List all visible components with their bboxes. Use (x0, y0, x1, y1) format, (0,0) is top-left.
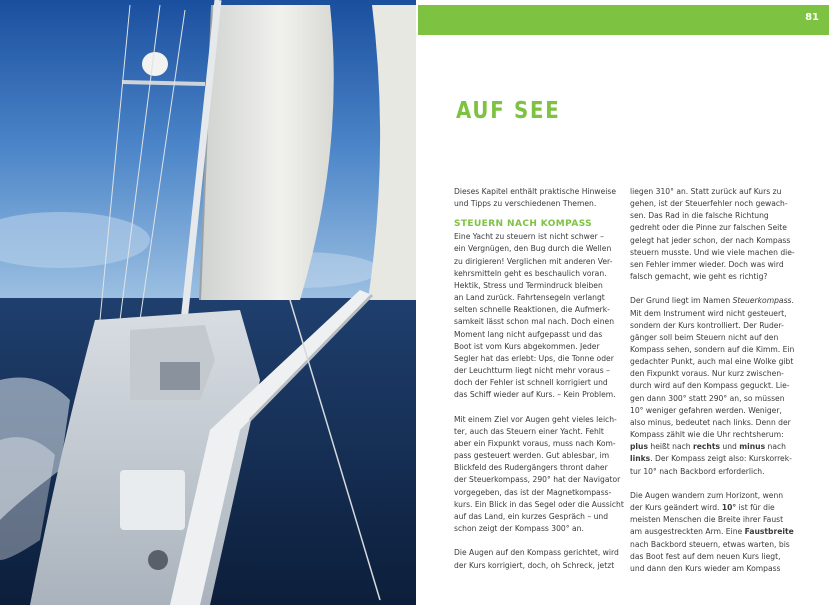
text-line: pass gesteuert werden. Gut ablesbar, im (454, 451, 610, 461)
text-line: durch wird auf den Kompass geguckt. Lie- (630, 381, 790, 391)
text-line: Boot ist vom Kurs abgekommen. Jeder (454, 341, 600, 351)
text-line: und dann den Kurs wieder am Kompass (630, 563, 781, 573)
section-subheading: STEUERN NACH KOMPASS (454, 219, 593, 230)
text-fragment: heißt nach (647, 442, 694, 452)
text-line: samkeit lässt schon mal nach. Doch einen (454, 317, 615, 327)
text-line: steuern musste. Und wie viele machen die- (630, 247, 795, 257)
text-line: gelegt hat jeder schon, der nach Kompass (630, 235, 791, 245)
text-line: ein Vergnügen, den Bug durch die Wellen (454, 244, 612, 254)
text-line: ter, auch das Steuern einer Yacht. Fehlt (454, 426, 604, 436)
text-line: sen Fehler immer wieder. Doch was wird (630, 259, 784, 269)
text-line: Kompass sehen, sondern auf die Kimm. Ein (630, 345, 795, 355)
text-line: gen dann 300° statt 290° an, so müssen (630, 393, 785, 403)
text-fragment: . Der Kompass zeigt also: Kurskorrek- (650, 454, 792, 464)
body-paragraph (630, 490, 802, 575)
text-line: gehen, ist der Steuerfehler noch gewach- (630, 199, 788, 209)
text-fragment: und (719, 442, 740, 452)
bold-text: 10° (721, 503, 737, 513)
text-line: Segler hat das erlebt: Ups, die Tonne oder (454, 353, 614, 363)
intro-paragraph (454, 186, 626, 210)
text-column-left (454, 186, 626, 572)
body-paragraph (454, 414, 626, 536)
text-line: auf das Land, ein kurzes Gespräch – und (454, 511, 609, 521)
text-line: kehrsmitteln geht es beschaulich voran. (454, 268, 607, 278)
text-line: an Land zurück. Fahrtensegeln verlangt (454, 293, 605, 303)
text-line: Dieses Kapitel enthält praktische Hinweise (454, 187, 617, 196)
text-fragment: der Kurs geändert wird. (630, 503, 722, 513)
text-line: der Leuchtturm liegt nicht mehr voraus – (454, 366, 610, 376)
text-line: der Kurs korrigiert, doch, oh Schreck, jetzt (454, 560, 615, 570)
text-line: Eine Yacht zu steuern ist nicht schwer – (454, 232, 604, 242)
text-line: das Boot fest auf dem neuen Kurs liegt, (630, 551, 781, 561)
text-line: gedachter Punkt, auch mal eine Wolke gibt (630, 357, 794, 367)
text-column-right (630, 186, 802, 575)
text-line: Moment lang nicht aufgepasst und das (454, 329, 603, 339)
body-paragraph (630, 186, 802, 283)
text-line: Mit dem Instrument wird nicht gesteuert, (630, 308, 787, 318)
text-fragment: ist für die (736, 503, 775, 513)
text-line: liegen 310° an. Statt zurück auf Kurs zu (630, 187, 782, 196)
body-paragraph (454, 547, 626, 571)
text-line: Hektik, Stress und Termindruck bleiben (454, 280, 603, 290)
text-line: sen. Das Rad in die falsche Richtung (630, 211, 769, 221)
text-line: selten schnelle Reaktionen, die Aufmerk- (454, 305, 610, 315)
text-line: und Tipps zu verschiedenen Themen. (454, 199, 597, 209)
text-line: Der Grund liegt im Namen (630, 296, 733, 306)
body-paragraph (454, 231, 626, 401)
body-paragraph (630, 295, 802, 477)
emphasis-text: Steuerkompass (732, 296, 792, 306)
text-line: meisten Menschen die Breite ihrer Faust (630, 515, 784, 525)
text-line: gänger soll beim Steuern nicht auf den (630, 332, 779, 342)
text-page (416, 0, 829, 605)
text-line: zu dirigieren! Verglichen mit anderen Ver- (454, 256, 613, 266)
text-line: Die Augen auf den Kompass gerichtet, wird (454, 548, 619, 558)
text-line: vorgegeben, das ist der Magnetkompass- (454, 487, 612, 497)
text-line: gedreht oder die Pinne zur falschen Seite (630, 223, 787, 233)
text-line: aber ein Fixpunkt voraus, muss nach Kom- (454, 438, 616, 448)
chapter-title: AUF SEE (456, 98, 561, 124)
text-fragment: am ausgestreckten Arm. Eine (630, 527, 745, 537)
bold-text: minus (739, 442, 766, 452)
text-line: tur 10° nach Backbord erforderlich. (630, 466, 765, 476)
bold-text: plus (630, 442, 648, 452)
text-line: also minus, bedeutet nach links. Denn der (630, 417, 791, 427)
bold-text: Faustbreite (744, 527, 794, 537)
bold-text: rechts (693, 442, 720, 452)
text-fragment: nach (765, 442, 786, 452)
text-line: nach Backbord steuern, etwas warten, bis (630, 539, 790, 549)
text-fragment: . (791, 296, 794, 306)
text-line: das Schiff wieder auf Kurs. – Kein Problem. (454, 390, 616, 400)
page-number: 81 (805, 12, 819, 23)
text-line: Mit einem Ziel vor Augen geht vieles leich- (454, 414, 617, 424)
text-line: schon zeigt der Kompass 300° an. (454, 524, 584, 534)
text-line: Kompass zählt wie die Uhr rechtsherum: (630, 430, 784, 440)
page-header-bar (418, 5, 829, 35)
text-line: der Steuerkompass, 290° hat der Navigator (454, 475, 621, 485)
text-line: sondern der Kurs kontrolliert. Der Ruder- (630, 320, 784, 330)
text-line: kurs. Ein Blick in das Segel oder die Aussicht (454, 499, 624, 509)
text-line: 10° weniger gefahren werden. Weniger, (630, 405, 782, 415)
bold-text: links (630, 454, 651, 464)
text-line: doch der Fehler ist schnell korrigiert und (454, 378, 608, 388)
text-line: falsch gemacht, wie geht es richtig? (630, 272, 768, 282)
text-line: Die Augen wandern zum Horizont, wenn (630, 490, 784, 500)
text-line: den Fixpunkt voraus. Nur kurz zwischen- (630, 369, 784, 379)
text-line: Blickfeld des Rudergängers thront daher (454, 463, 608, 473)
